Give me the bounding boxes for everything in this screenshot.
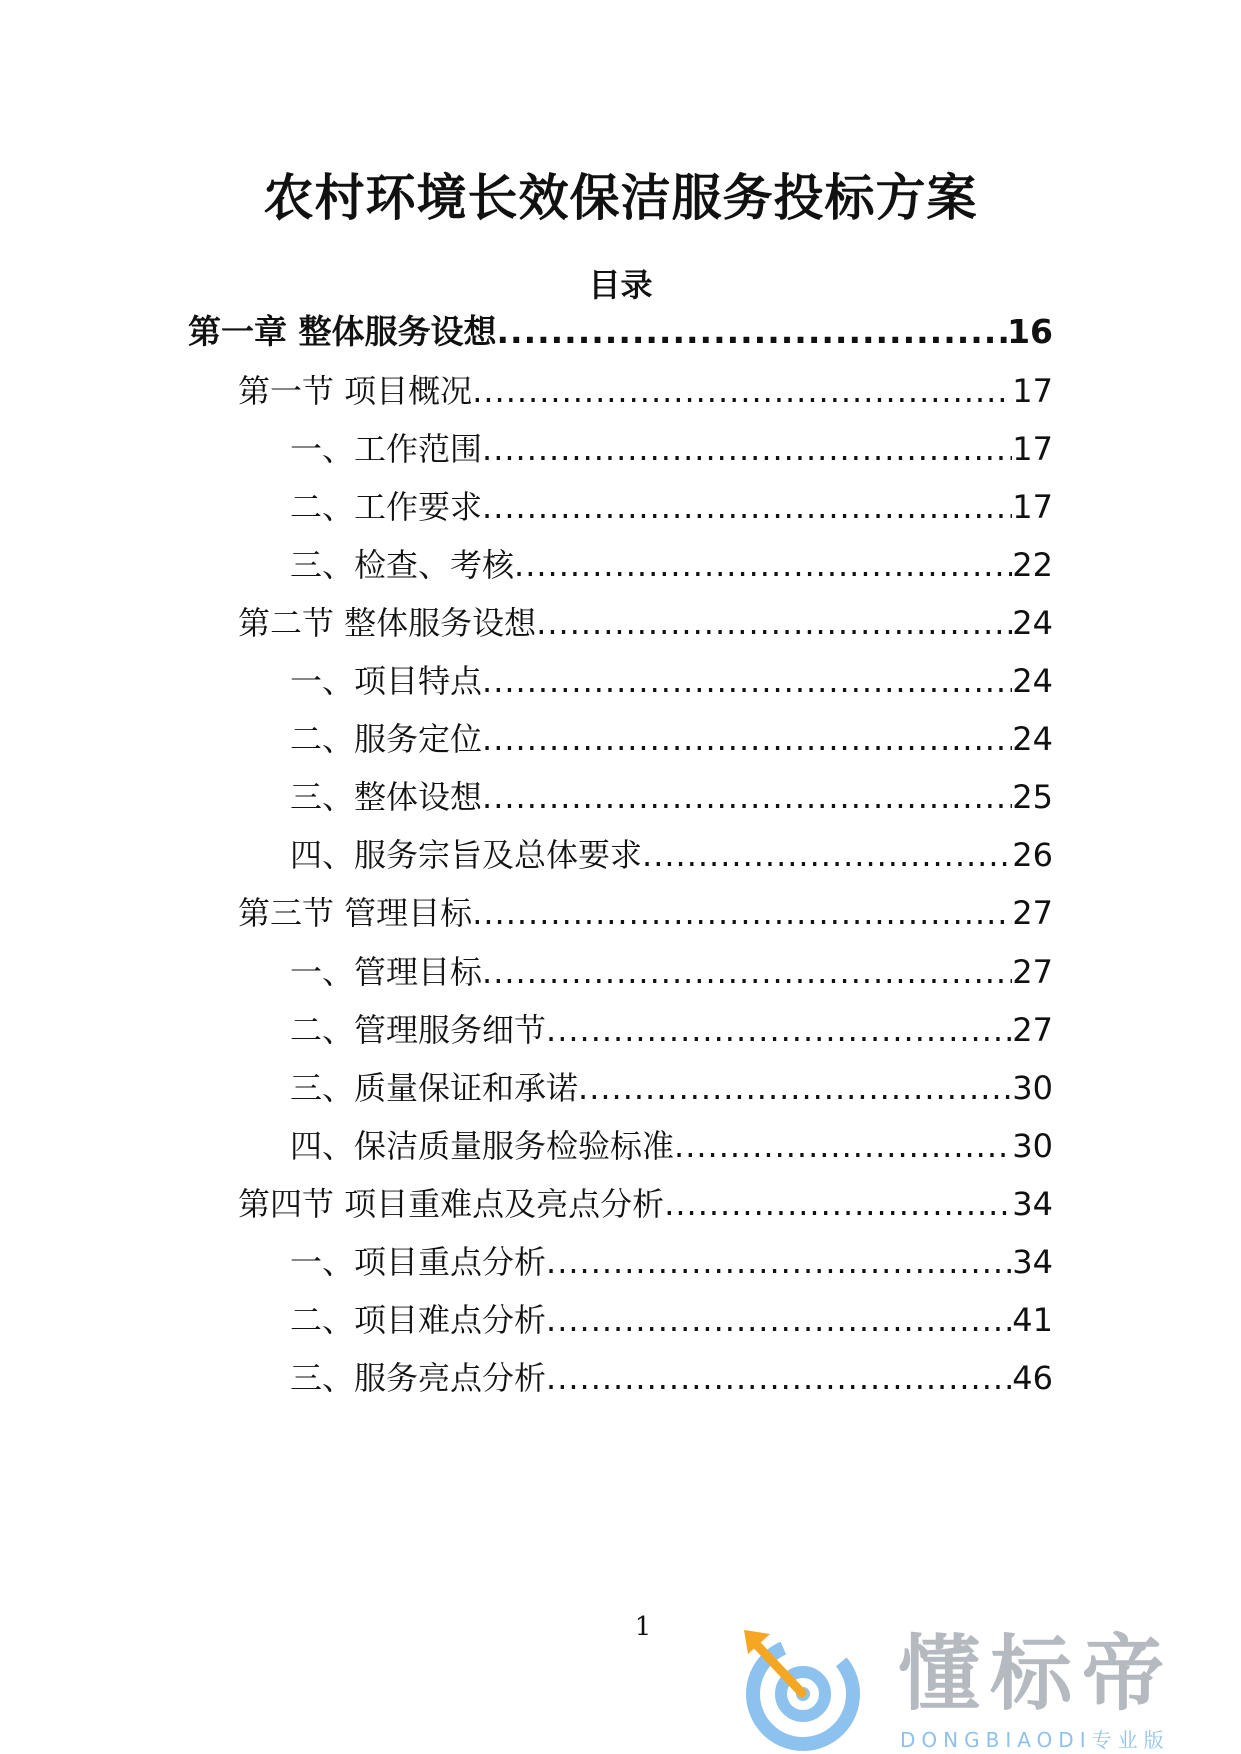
toc-dot-leader [546,1300,1012,1342]
toc-entry-title: 二、服务定位 [290,720,483,759]
toc-entry-page: 17 [1012,371,1053,410]
toc-entry-title: 第一章 整体服务设想 [188,312,497,352]
toc-entry[interactable] [290,420,1053,470]
toc-entry[interactable] [238,362,1053,412]
toc-entry[interactable] [238,885,1053,935]
toc-entry[interactable] [290,1234,1053,1284]
toc-dot-leader [546,1358,1012,1400]
toc-entry-page: 27 [1012,952,1053,991]
toc-entry-title: 四、保洁质量服务检验标准 [290,1126,675,1165]
toc-entry-title: 三、服务亮点分析 [290,1359,547,1398]
toc-dot-leader [536,603,1012,645]
toc-dot-leader [482,719,1012,761]
toc-entry[interactable] [290,1001,1053,1051]
toc-heading: 目录 [588,266,653,304]
toc-entry[interactable] [290,1117,1053,1167]
toc-entry-title: 二、管理服务细节 [290,1010,547,1049]
page-number: 1 [634,1612,652,1642]
toc-entry-title: 四、服务宗旨及总体要求 [290,836,643,875]
toc-entry-page: 17 [1012,487,1053,526]
toc-entry[interactable] [290,536,1053,586]
toc-entry[interactable] [238,595,1053,645]
toc-entry[interactable] [290,478,1053,528]
toc-dot-leader [514,545,1012,587]
watermark-brand: 懂标帝 [898,1627,1175,1722]
toc-entry-page: 30 [1012,1126,1053,1165]
toc-dot-leader [472,893,1012,935]
toc-entry-title: 第二节 整体服务设想 [238,603,537,642]
toc-dot-leader [482,777,1012,819]
toc-dot-leader [578,1068,1012,1110]
toc-dot-leader [482,952,1012,994]
toc-entry-page: 26 [1012,836,1053,875]
toc-entry-title: 一、管理目标 [290,952,483,991]
toc-entry[interactable] [290,1059,1053,1109]
toc-entry-title: 第三节 管理目标 [238,894,473,933]
toc-entry-page: 34 [1012,1184,1053,1223]
toc-dot-leader [642,835,1012,877]
toc-entry-title: 一、项目重点分析 [290,1243,547,1281]
toc-dot-leader [482,429,1012,471]
toc-entry[interactable] [290,769,1053,819]
toc-dot-leader [482,487,1012,529]
toc-entry-page: 30 [1012,1068,1053,1107]
toc-entry[interactable] [238,1176,1053,1226]
toc-entry-title: 一、项目特点 [290,662,483,700]
document-title: 农村环境长效保洁服务投标方案 [263,169,978,227]
toc-entry-page: 17 [1012,429,1053,468]
watermark-subtitle: DONGBIAODI专业版 [900,1728,1170,1752]
toc-entry-page: 22 [1012,545,1053,584]
toc-entry-title: 一、工作范围 [290,429,483,468]
toc-entry-page: 25 [1012,778,1053,817]
toc-entry-title: 三、整体设想 [290,778,483,817]
toc-entry[interactable] [290,711,1053,761]
target-arrow-icon [738,1622,868,1752]
toc-entry-page: 24 [1012,603,1053,642]
toc-entry[interactable] [290,943,1053,993]
toc-entry[interactable] [290,827,1053,877]
toc-dot-leader [546,1010,1012,1052]
toc-entry-title: 二、项目难点分析 [290,1301,547,1340]
toc-dot-leader [472,371,1012,413]
toc-entry[interactable] [290,1292,1053,1342]
toc-dot-leader [546,1242,1012,1284]
toc-dot-leader [497,311,1008,354]
toc-entry-title: 第四节 项目重难点及亮点分析 [238,1184,665,1223]
toc-entry-page: 34 [1012,1243,1053,1281]
toc-dot-leader [482,661,1012,703]
toc-entry-title: 三、检查、考核 [290,545,515,584]
toc-dot-leader [664,1184,1012,1226]
toc-entry-page: 24 [1012,662,1053,700]
toc-entry-title: 二、工作要求 [290,487,483,526]
toc-entry[interactable] [290,653,1053,703]
toc-entry-page: 27 [1012,1010,1053,1049]
toc-entry[interactable] [188,304,1053,354]
toc-dot-leader [674,1126,1012,1168]
toc-entry[interactable] [290,1350,1053,1400]
toc-entry-page: 27 [1012,894,1053,933]
toc-entry-page: 46 [1012,1359,1053,1398]
toc-entry-page: 41 [1012,1301,1053,1340]
toc-entry-title: 第一节 项目概况 [238,371,473,410]
toc-entry-title: 三、质量保证和承诺 [290,1068,579,1107]
toc-entry-page: 16 [1007,312,1053,352]
toc-entry-page: 24 [1012,720,1053,759]
watermark [738,1622,1238,1752]
